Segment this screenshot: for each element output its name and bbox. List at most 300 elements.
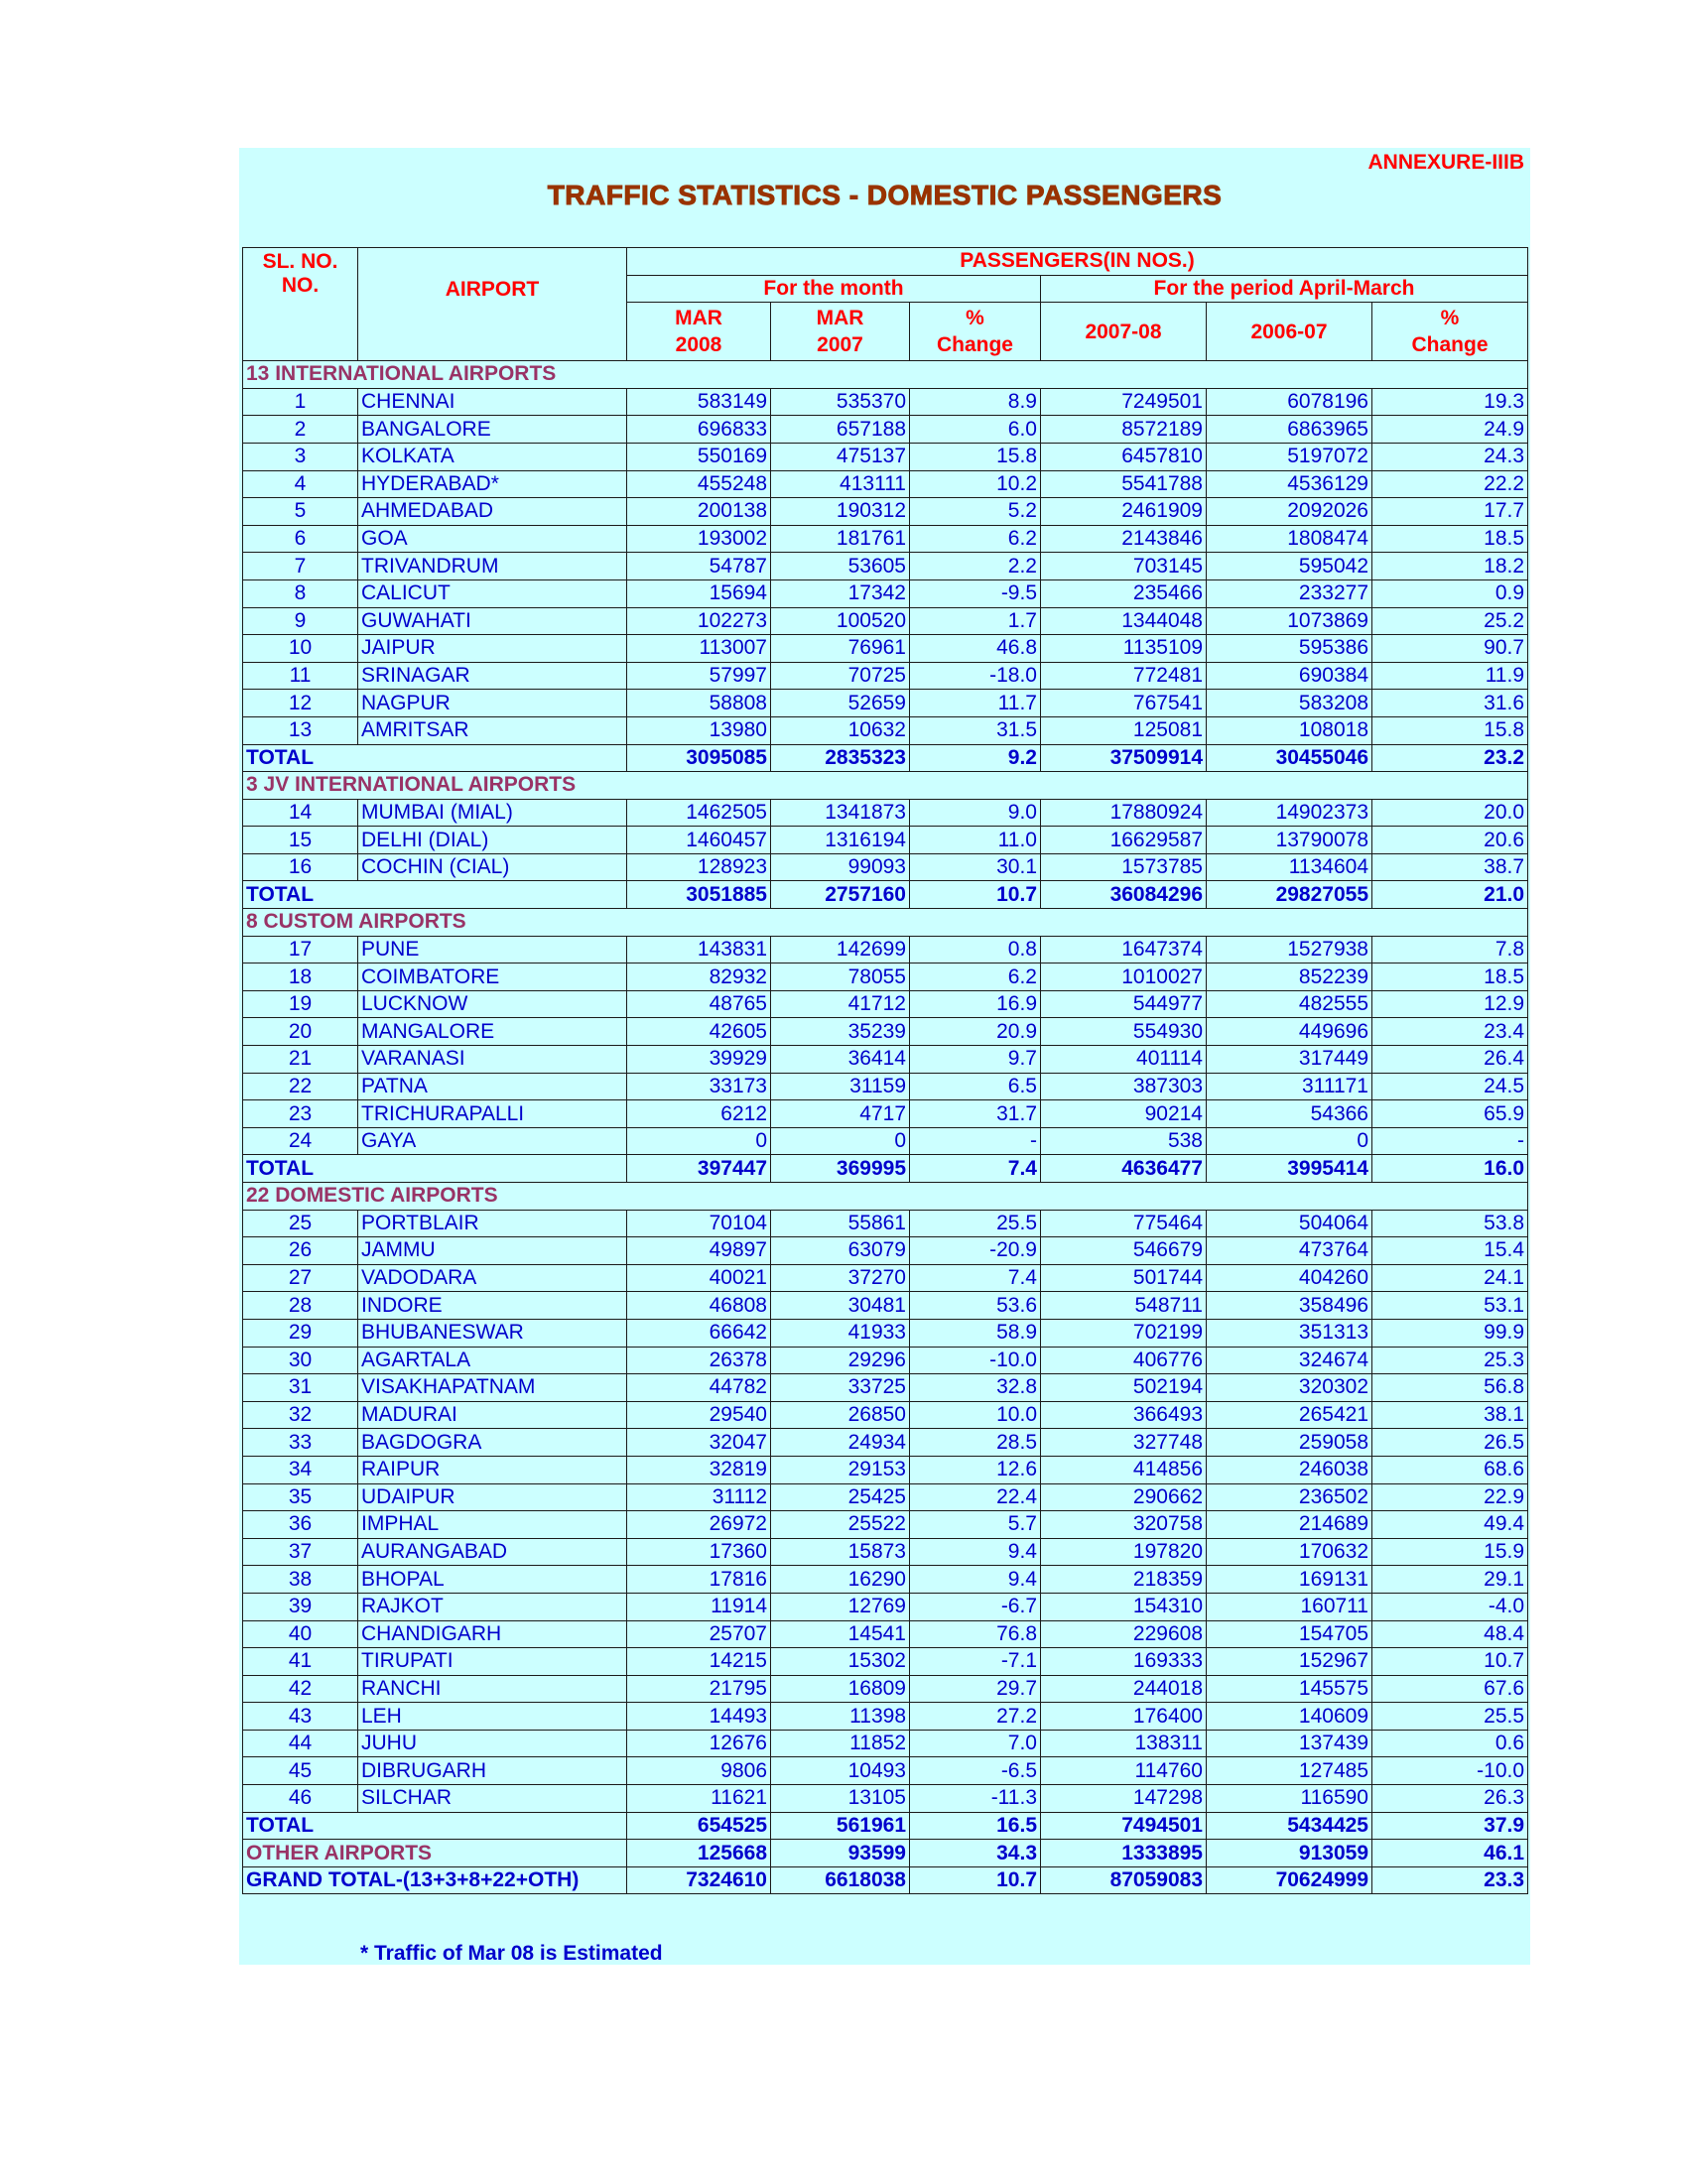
airport-name-cell: RAIPUR (358, 1456, 627, 1483)
airport-name-cell: VISAKHAPATNAM (358, 1374, 627, 1402)
month-pct-change-cell: 8.9 (910, 388, 1041, 416)
mar-2008-cell: 29540 (627, 1401, 771, 1429)
period-2007-08-cell: 8572189 (1041, 416, 1207, 444)
section-title: 8 CUSTOM AIRPORTS (243, 909, 1528, 937)
month-pct-change-cell: -6.5 (910, 1757, 1041, 1785)
month-pct-change-cell: 58.9 (910, 1319, 1041, 1347)
mar-2008-cell: 6212 (627, 1100, 771, 1128)
month-pct-change-cell: -11.3 (910, 1785, 1041, 1813)
month-pct-change-cell: 10.2 (910, 470, 1041, 498)
month-pct-change-cell: 76.8 (910, 1620, 1041, 1648)
period-2007-08-cell: 125081 (1041, 716, 1207, 744)
mar-2007-cell: 30481 (771, 1292, 910, 1320)
period-2007-08-cell: 546679 (1041, 1237, 1207, 1265)
table-header (243, 248, 1528, 361)
period-2007-08-cell: 176400 (1041, 1703, 1207, 1731)
month-pct-change-cell: 46.8 (910, 635, 1041, 663)
sl-no-cell: 3 (243, 443, 358, 470)
period-2006-07-cell: 1527938 (1207, 936, 1372, 964)
mar-2007-cell: 15302 (771, 1648, 910, 1676)
period-pct-change-cell: 38.1 (1372, 1401, 1528, 1429)
sl-no-cell: 25 (243, 1210, 358, 1237)
period-2006-07-cell: 127485 (1207, 1757, 1372, 1785)
table-row (243, 1511, 1528, 1539)
sl-no-cell: 42 (243, 1675, 358, 1703)
period-pct-change-cell: 46.1 (1372, 1840, 1528, 1867)
period-2007-08-cell: 16629587 (1041, 827, 1207, 854)
period-pct-change-cell: 99.9 (1372, 1319, 1528, 1347)
period-pct-change-cell: 24.3 (1372, 443, 1528, 470)
month-pct-change-cell: - (910, 1127, 1041, 1155)
mar-2007-cell: 52659 (771, 690, 910, 717)
period-pct-change-cell: 7.8 (1372, 936, 1528, 964)
table-row (243, 716, 1528, 744)
month-pct-change-cell: 16.9 (910, 990, 1041, 1018)
period-2007-08-cell: 501744 (1041, 1264, 1207, 1292)
annexure-label: ANNEXURE-IIIB (1367, 151, 1524, 174)
mar-2008-cell: 39929 (627, 1046, 771, 1074)
period-2007-08-cell: 36084296 (1041, 881, 1207, 909)
period-2006-07-cell: 583208 (1207, 690, 1372, 717)
period-2007-08-cell: 154310 (1041, 1593, 1207, 1620)
period-2007-08-cell: 554930 (1041, 1018, 1207, 1046)
month-pct-change-cell: 5.7 (910, 1511, 1041, 1539)
header-mar-2007-year: 2007 (817, 333, 863, 357)
period-pct-change-cell: 26.5 (1372, 1429, 1528, 1457)
header-mar-2008-year: 2008 (675, 333, 722, 357)
sl-no-cell: 13 (243, 716, 358, 744)
period-2006-07-cell: 324674 (1207, 1347, 1372, 1374)
table-body (243, 361, 1528, 1894)
airport-name-cell: JUHU (358, 1730, 627, 1757)
period-2007-08-cell: 235466 (1041, 579, 1207, 607)
period-2006-07-cell: 5197072 (1207, 443, 1372, 470)
mar-2007-cell: 25522 (771, 1511, 910, 1539)
airport-name-cell: DELHI (DIAL) (358, 827, 627, 854)
period-pct-change-cell: 22.2 (1372, 470, 1528, 498)
period-2006-07-cell: 259058 (1207, 1429, 1372, 1457)
airport-name-cell: VADODARA (358, 1264, 627, 1292)
other-airports-row (243, 1840, 1528, 1867)
sl-no-cell: 23 (243, 1100, 358, 1128)
mar-2007-cell: 1316194 (771, 827, 910, 854)
header-mar-2007-month: MAR (816, 307, 864, 330)
airport-name-cell: GOA (358, 525, 627, 553)
sl-no-cell: 7 (243, 553, 358, 580)
month-pct-change-cell: 6.2 (910, 525, 1041, 553)
month-pct-change-cell: 10.7 (910, 1866, 1041, 1894)
sl-no-cell: 36 (243, 1511, 358, 1539)
period-pct-change-cell: 20.6 (1372, 827, 1528, 854)
month-pct-change-cell: 7.4 (910, 1264, 1041, 1292)
airport-name-cell: BHOPAL (358, 1566, 627, 1594)
period-pct-change-cell: 20.0 (1372, 799, 1528, 827)
period-pct-change-cell: 67.6 (1372, 1675, 1528, 1703)
footnote: * Traffic of Mar 08 is Estimated (360, 1942, 663, 1965)
period-2007-08-cell: 2143846 (1041, 525, 1207, 553)
mar-2008-cell: 0 (627, 1127, 771, 1155)
mar-2007-cell: 2835323 (771, 744, 910, 772)
sl-no-cell: 5 (243, 498, 358, 526)
sl-no-cell: 18 (243, 964, 358, 991)
period-2006-07-cell: 137439 (1207, 1730, 1372, 1757)
sl-no-cell: 6 (243, 525, 358, 553)
table-row (243, 1237, 1528, 1265)
page-title: TRAFFIC STATISTICS - DOMESTIC PASSENGERS (547, 180, 1223, 210)
header-sl-line2: NO. (281, 274, 320, 297)
month-pct-change-cell: 12.6 (910, 1456, 1041, 1483)
table-row (243, 1319, 1528, 1347)
section-row (243, 772, 1528, 800)
period-2007-08-cell: 229608 (1041, 1620, 1207, 1648)
mar-2007-cell: 535370 (771, 388, 910, 416)
period-2007-08-cell: 6457810 (1041, 443, 1207, 470)
mar-2007-cell: 29153 (771, 1456, 910, 1483)
period-pct-change-cell: 49.4 (1372, 1511, 1528, 1539)
period-2007-08-cell: 1344048 (1041, 607, 1207, 635)
section-title: 13 INTERNATIONAL AIRPORTS (243, 361, 1528, 389)
table-row (243, 1730, 1528, 1757)
month-pct-change-cell: 6.2 (910, 964, 1041, 991)
period-2007-08-cell: 17880924 (1041, 799, 1207, 827)
period-2007-08-cell: 703145 (1041, 553, 1207, 580)
mar-2008-cell: 14493 (627, 1703, 771, 1731)
mar-2007-cell: 25425 (771, 1483, 910, 1511)
table-row (243, 388, 1528, 416)
mar-2007-cell: 33725 (771, 1374, 910, 1402)
period-pct-change-cell: 10.7 (1372, 1648, 1528, 1676)
period-2007-08-cell: 401114 (1041, 1046, 1207, 1074)
airport-name-cell: CALICUT (358, 579, 627, 607)
mar-2008-cell: 66642 (627, 1319, 771, 1347)
mar-2007-cell: 10493 (771, 1757, 910, 1785)
period-2007-08-cell: 406776 (1041, 1347, 1207, 1374)
period-2006-07-cell: 160711 (1207, 1593, 1372, 1620)
period-2006-07-cell: 108018 (1207, 716, 1372, 744)
mar-2008-cell: 15694 (627, 579, 771, 607)
period-pct-change-cell: 90.7 (1372, 635, 1528, 663)
mar-2008-cell: 31112 (627, 1483, 771, 1511)
period-2006-07-cell: 351313 (1207, 1319, 1372, 1347)
period-2006-07-cell: 169131 (1207, 1566, 1372, 1594)
sl-no-cell: 46 (243, 1785, 358, 1813)
month-pct-change-cell: 31.5 (910, 716, 1041, 744)
airport-name-cell: CHANDIGARH (358, 1620, 627, 1648)
period-pct-change-cell: 24.9 (1372, 416, 1528, 444)
sl-no-cell: 29 (243, 1319, 358, 1347)
mar-2007-cell: 41712 (771, 990, 910, 1018)
sl-no-cell: 16 (243, 853, 358, 881)
table-row (243, 1429, 1528, 1457)
period-2006-07-cell: 913059 (1207, 1840, 1372, 1867)
period-2007-08-cell: 218359 (1041, 1566, 1207, 1594)
period-pct-change-cell: 68.6 (1372, 1456, 1528, 1483)
sl-no-cell: 2 (243, 416, 358, 444)
airport-name-cell: BAGDOGRA (358, 1429, 627, 1457)
header-pct-symbol: % (966, 307, 984, 330)
mar-2007-cell: 657188 (771, 416, 910, 444)
month-pct-change-cell: 34.3 (910, 1840, 1041, 1867)
header-month-pct-change (910, 303, 1041, 361)
period-2006-07-cell: 852239 (1207, 964, 1372, 991)
airport-name-cell: MANGALORE (358, 1018, 627, 1046)
mar-2008-cell: 3095085 (627, 744, 771, 772)
period-2007-08-cell: 548711 (1041, 1292, 1207, 1320)
mar-2007-cell: 24934 (771, 1429, 910, 1457)
period-2007-08-cell: 772481 (1041, 662, 1207, 690)
period-2006-07-cell: 170632 (1207, 1538, 1372, 1566)
mar-2007-cell: 14541 (771, 1620, 910, 1648)
mar-2008-cell: 40021 (627, 1264, 771, 1292)
airport-name-cell: DIBRUGARH (358, 1757, 627, 1785)
month-pct-change-cell: -6.7 (910, 1593, 1041, 1620)
section-total-row (243, 744, 1528, 772)
period-2006-07-cell: 311171 (1207, 1073, 1372, 1100)
table-row (243, 1675, 1528, 1703)
mar-2008-cell: 26378 (627, 1347, 771, 1374)
mar-2008-cell: 54787 (627, 553, 771, 580)
sl-no-cell: 21 (243, 1046, 358, 1074)
airport-name-cell: IMPHAL (358, 1511, 627, 1539)
section-title: 22 DOMESTIC AIRPORTS (243, 1183, 1528, 1211)
period-pct-change-cell: 24.1 (1372, 1264, 1528, 1292)
table-row (243, 1292, 1528, 1320)
airport-name-cell: NAGPUR (358, 690, 627, 717)
mar-2008-cell: 9806 (627, 1757, 771, 1785)
period-pct-change-cell: 22.9 (1372, 1483, 1528, 1511)
mar-2007-cell: 36414 (771, 1046, 910, 1074)
period-2007-08-cell: 1333895 (1041, 1840, 1207, 1867)
airport-name-cell: INDORE (358, 1292, 627, 1320)
table-row (243, 853, 1528, 881)
month-pct-change-cell: -18.0 (910, 662, 1041, 690)
airport-name-cell: SILCHAR (358, 1785, 627, 1813)
mar-2008-cell: 397447 (627, 1155, 771, 1183)
table-row (243, 607, 1528, 635)
period-2006-07-cell: 236502 (1207, 1483, 1372, 1511)
period-2006-07-cell: 70624999 (1207, 1866, 1372, 1894)
grand-total-row (243, 1866, 1528, 1894)
period-pct-change-cell: 26.3 (1372, 1785, 1528, 1813)
table-row (243, 1073, 1528, 1100)
mar-2008-cell: 7324610 (627, 1866, 771, 1894)
period-2006-07-cell: 690384 (1207, 662, 1372, 690)
month-pct-change-cell: 15.8 (910, 443, 1041, 470)
period-pct-change-cell: 18.5 (1372, 964, 1528, 991)
month-pct-change-cell: 22.4 (910, 1483, 1041, 1511)
mar-2008-cell: 70104 (627, 1210, 771, 1237)
period-2006-07-cell: 116590 (1207, 1785, 1372, 1813)
table-row (243, 1210, 1528, 1237)
period-2006-07-cell: 152967 (1207, 1648, 1372, 1676)
period-2006-07-cell: 145575 (1207, 1675, 1372, 1703)
header-for-month: For the month (627, 275, 1041, 303)
mar-2008-cell: 17360 (627, 1538, 771, 1566)
mar-2007-cell: 78055 (771, 964, 910, 991)
mar-2008-cell: 1460457 (627, 827, 771, 854)
period-2007-08-cell: 138311 (1041, 1730, 1207, 1757)
table-row (243, 1785, 1528, 1813)
mar-2008-cell: 13980 (627, 716, 771, 744)
period-2007-08-cell: 169333 (1041, 1648, 1207, 1676)
period-2006-07-cell: 6078196 (1207, 388, 1372, 416)
mar-2007-cell: 369995 (771, 1155, 910, 1183)
month-pct-change-cell: -20.9 (910, 1237, 1041, 1265)
mar-2007-cell: 29296 (771, 1347, 910, 1374)
month-pct-change-cell: 11.0 (910, 827, 1041, 854)
sl-no-cell: 40 (243, 1620, 358, 1648)
sl-no-cell: 35 (243, 1483, 358, 1511)
sl-no-cell: 41 (243, 1648, 358, 1676)
sl-no-cell: 8 (243, 579, 358, 607)
table-row (243, 443, 1528, 470)
mar-2007-cell: 55861 (771, 1210, 910, 1237)
header-mar-2007 (771, 303, 910, 361)
sl-no-cell: 33 (243, 1429, 358, 1457)
airport-name-cell: TRIVANDRUM (358, 553, 627, 580)
period-2007-08-cell: 538 (1041, 1127, 1207, 1155)
month-pct-change-cell: -10.0 (910, 1347, 1041, 1374)
section-total-row (243, 1812, 1528, 1840)
sl-no-cell: 30 (243, 1347, 358, 1374)
period-pct-change-cell: 0.9 (1372, 579, 1528, 607)
sl-no-cell: 26 (243, 1237, 358, 1265)
mar-2008-cell: 550169 (627, 443, 771, 470)
mar-2008-cell: 14215 (627, 1648, 771, 1676)
airport-name-cell: BANGALORE (358, 416, 627, 444)
airport-name-cell: VARANASI (358, 1046, 627, 1074)
sl-no-cell: 9 (243, 607, 358, 635)
period-pct-change-cell: -4.0 (1372, 1593, 1528, 1620)
mar-2008-cell: 1462505 (627, 799, 771, 827)
airport-name-cell: BHUBANESWAR (358, 1319, 627, 1347)
table-row (243, 1483, 1528, 1511)
period-pct-change-cell: 21.0 (1372, 881, 1528, 909)
period-2007-08-cell: 387303 (1041, 1073, 1207, 1100)
period-pct-change-cell: 38.7 (1372, 853, 1528, 881)
table-row (243, 662, 1528, 690)
mar-2007-cell: 11852 (771, 1730, 910, 1757)
mar-2007-cell: 475137 (771, 443, 910, 470)
sl-no-cell: 10 (243, 635, 358, 663)
month-pct-change-cell: 7.4 (910, 1155, 1041, 1183)
airport-name-cell: AURANGABAD (358, 1538, 627, 1566)
section-total-row (243, 1155, 1528, 1183)
sl-no-cell: 28 (243, 1292, 358, 1320)
mar-2008-cell: 3051885 (627, 881, 771, 909)
period-2007-08-cell: 2461909 (1041, 498, 1207, 526)
period-pct-change-cell: 65.9 (1372, 1100, 1528, 1128)
header-pct-word: Change (1411, 333, 1489, 357)
period-2007-08-cell: 290662 (1041, 1483, 1207, 1511)
period-pct-change-cell: 56.8 (1372, 1374, 1528, 1402)
period-2006-07-cell: 595042 (1207, 553, 1372, 580)
mar-2007-cell: 12769 (771, 1593, 910, 1620)
mar-2007-cell: 41933 (771, 1319, 910, 1347)
mar-2007-cell: 76961 (771, 635, 910, 663)
mar-2007-cell: 70725 (771, 662, 910, 690)
mar-2007-cell: 53605 (771, 553, 910, 580)
sl-no-cell: 43 (243, 1703, 358, 1731)
period-2007-08-cell: 197820 (1041, 1538, 1207, 1566)
airport-name-cell: GAYA (358, 1127, 627, 1155)
mar-2007-cell: 2757160 (771, 881, 910, 909)
month-pct-change-cell: 53.6 (910, 1292, 1041, 1320)
table-row (243, 1401, 1528, 1429)
period-2007-08-cell: 37509914 (1041, 744, 1207, 772)
period-2006-07-cell: 320302 (1207, 1374, 1372, 1402)
mar-2008-cell: 654525 (627, 1812, 771, 1840)
mar-2008-cell: 48765 (627, 990, 771, 1018)
airport-name-cell: PORTBLAIR (358, 1210, 627, 1237)
sl-no-cell: 12 (243, 690, 358, 717)
period-pct-change-cell: 0.6 (1372, 1730, 1528, 1757)
table-row (243, 964, 1528, 991)
period-2007-08-cell: 1647374 (1041, 936, 1207, 964)
period-2007-08-cell: 147298 (1041, 1785, 1207, 1813)
month-pct-change-cell: 10.0 (910, 1401, 1041, 1429)
statistics-sheet (239, 148, 1530, 1965)
header-sl-no (243, 248, 358, 361)
month-pct-change-cell: 30.1 (910, 853, 1041, 881)
month-pct-change-cell: 25.5 (910, 1210, 1041, 1237)
month-pct-change-cell: 27.2 (910, 1703, 1041, 1731)
period-2006-07-cell: 265421 (1207, 1401, 1372, 1429)
sl-no-cell: 20 (243, 1018, 358, 1046)
mar-2007-cell: 10632 (771, 716, 910, 744)
period-2006-07-cell: 449696 (1207, 1018, 1372, 1046)
header-airport: AIRPORT (358, 248, 627, 361)
airport-name-cell: TRICHURAPALLI (358, 1100, 627, 1128)
period-pct-change-cell: 53.8 (1372, 1210, 1528, 1237)
airport-name-cell: AMRITSAR (358, 716, 627, 744)
period-2006-07-cell: 5434425 (1207, 1812, 1372, 1840)
mar-2007-cell: 37270 (771, 1264, 910, 1292)
period-2007-08-cell: 244018 (1041, 1675, 1207, 1703)
sl-no-cell: 31 (243, 1374, 358, 1402)
period-pct-change-cell: 23.4 (1372, 1018, 1528, 1046)
header-mar-2008 (627, 303, 771, 361)
period-2006-07-cell: 1073869 (1207, 607, 1372, 635)
sl-no-cell: 38 (243, 1566, 358, 1594)
month-pct-change-cell: 0.8 (910, 936, 1041, 964)
period-pct-change-cell: -10.0 (1372, 1757, 1528, 1785)
period-pct-change-cell: 12.9 (1372, 990, 1528, 1018)
header-2006-07: 2006-07 (1207, 303, 1372, 361)
period-pct-change-cell: 31.6 (1372, 690, 1528, 717)
mar-2007-cell: 142699 (771, 936, 910, 964)
mar-2008-cell: 33173 (627, 1073, 771, 1100)
airport-name-cell: AGARTALA (358, 1347, 627, 1374)
table-row (243, 1566, 1528, 1594)
period-2007-08-cell: 327748 (1041, 1429, 1207, 1457)
month-pct-change-cell: 28.5 (910, 1429, 1041, 1457)
sl-no-cell: 32 (243, 1401, 358, 1429)
mar-2008-cell: 42605 (627, 1018, 771, 1046)
mar-2008-cell: 11621 (627, 1785, 771, 1813)
period-pct-change-cell: 37.9 (1372, 1812, 1528, 1840)
table-row (243, 635, 1528, 663)
period-2006-07-cell: 595386 (1207, 635, 1372, 663)
mar-2008-cell: 128923 (627, 853, 771, 881)
table-row (243, 525, 1528, 553)
table-row (243, 1374, 1528, 1402)
period-2006-07-cell: 473764 (1207, 1237, 1372, 1265)
sl-no-cell: 1 (243, 388, 358, 416)
mar-2007-cell: 4717 (771, 1100, 910, 1128)
header-pct-symbol: % (1440, 307, 1460, 330)
airport-name-cell: KOLKATA (358, 443, 627, 470)
